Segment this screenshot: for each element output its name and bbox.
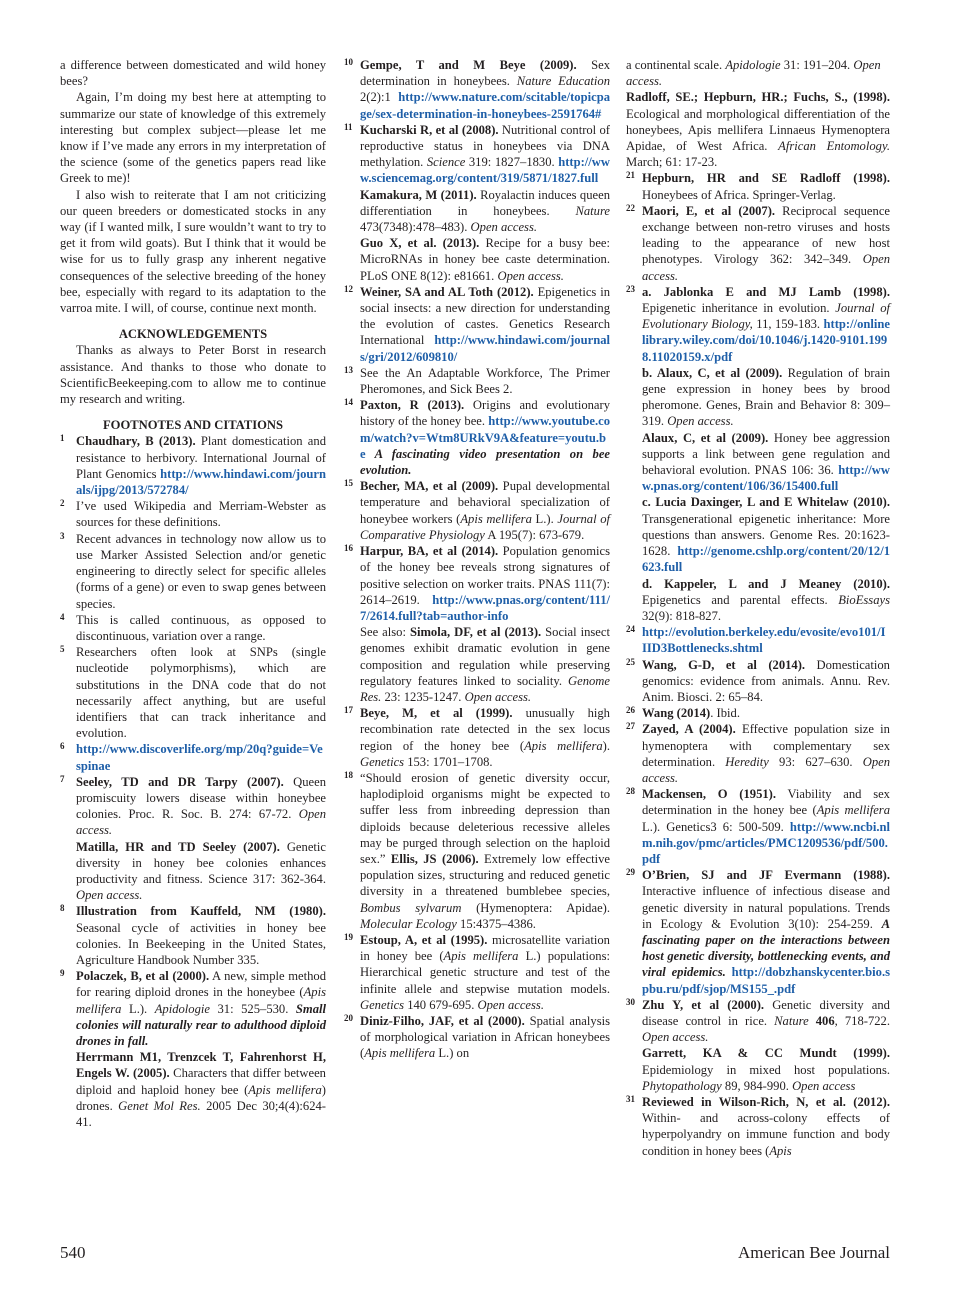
species-name: Apis mellifera: [364, 1046, 436, 1061]
footnote-number: 27: [626, 721, 635, 732]
footnote-9-cont: [60, 1049, 326, 1130]
open-access-note: Open access: [792, 1078, 856, 1093]
footnote-27: [626, 721, 890, 786]
footnote-30-cont: [626, 1045, 890, 1094]
species-name: Apis: [769, 1143, 792, 1158]
citation-text: Genetic diversity in honey bee colonies enhances productivity and fitness. Science 317: 362-364.: [76, 839, 326, 886]
emphasis-note: Small colonies will naturally rear to adulthood diploid drones in fall.: [76, 1001, 327, 1048]
footnote-23: [626, 284, 890, 365]
citation-author: Diniz-Filho, JAF, et al (2000).: [360, 1013, 525, 1028]
footnote-25: [626, 657, 890, 706]
footnote-number: 2: [60, 498, 65, 509]
footnote-22: [626, 203, 890, 284]
citation-text: 140 679-695.: [404, 997, 478, 1012]
citation-author: Zayed, A (2004).: [642, 722, 736, 737]
footnote-8: [60, 903, 326, 968]
footnote-26: [626, 705, 890, 721]
citation-link[interactable]: http://www.pnas.org/content/106/36/15400.full: [642, 463, 890, 494]
journal-name: Genetics: [360, 754, 405, 769]
footnote-16: [344, 543, 610, 624]
open-access-note: Open access.: [76, 888, 143, 903]
footnote-number: 26: [626, 705, 635, 716]
citation-author: Reviewed in Wilson-Rich, N, et al. (2012).: [642, 1095, 890, 1109]
open-access-note: Open access.: [642, 1030, 709, 1045]
footnote-number: 9: [60, 968, 65, 979]
citation-author: Gempe, T and M Beye (2009).: [360, 58, 577, 72]
citation-author: Beye, M, et al (1999).: [360, 706, 513, 721]
footnote-5: [60, 644, 326, 741]
paragraph: I also wish to reiterate that I am not criticizing our queen breeders or domesticated stocks in any way (if I wanted milk, I sure wouldn’t want to try to get it from wild goats). But I think that it would be wise for us to fully grasp any inherent negative consequences of the selective breeding of the honey bee, especially with regard to its adaptation to the varroa mite. I will, of course, continue next month.: [60, 187, 326, 316]
citation-text: Sex determination in honeybees.: [360, 58, 610, 89]
journal-name: Heredity: [725, 754, 769, 769]
citation-text: A 195(7): 673-679.: [484, 527, 585, 542]
citation-text: Seasonal cycle of activities in honey bee colonies. In Beekeeping in the United States, Agriculture Handbook Number 335.: [76, 920, 326, 967]
citation-text: 153: 1701–1708.: [404, 754, 493, 769]
citation-text: Regulation of brain gene expression in honey bees by brood pheromone. Genes, Brain and Behavior 8: 309–319.: [642, 365, 890, 429]
footnote-number: 21: [626, 170, 635, 181]
citation-author: Seeley, TD and DR Tarpy (2007).: [76, 774, 284, 789]
species-name: Apis mellifera: [248, 1082, 322, 1097]
footnote-number: 30: [626, 996, 635, 1007]
citation-link[interactable]: http://www.discoverlife.org/mp/20q?guide=Vespinae: [76, 742, 323, 773]
citation-author: Mackensen, O (1951).: [642, 787, 777, 802]
citation-text: ) drones.: [76, 1082, 326, 1113]
citation-text: Effective population size in hymenoptera with complementary sex determination.: [642, 722, 890, 769]
open-access-note: Open access.: [464, 689, 532, 704]
acknowledgements-text: Thanks as always to Peter Borst in research assistance. And thanks to those who donate to ScientificBeekeeping.com to allow me to continue my research and writing.: [60, 343, 326, 407]
footnote-21: [626, 170, 890, 202]
citation-author: Chaudhary, B (2013).: [76, 434, 196, 449]
footnote-number: 31: [626, 1094, 635, 1104]
footnote-10: [344, 57, 610, 122]
citation-author: Maori, E, et al (2007).: [642, 203, 776, 218]
footnote-12: [344, 284, 610, 365]
citation-author: Simola, DF, et al (2013).: [409, 625, 542, 640]
citation-text: 23: 1235-1247.: [381, 689, 465, 704]
species-name: Apis mellifera: [76, 985, 326, 1016]
footnote-1: [60, 433, 326, 498]
citation-link[interactable]: http://onlinelibrary.wiley.com/doi/10.1046/j.1420-9101.1998.11020159.x/pdf: [642, 317, 890, 364]
column-middle: [344, 57, 610, 1062]
journal-name: Nature: [774, 1013, 809, 1028]
journal-name: Apidologie: [154, 1001, 210, 1016]
page-number: 540: [60, 1243, 86, 1262]
journal-name: Apidologie: [725, 58, 781, 72]
citation-author: Estoup, A, et al (1995).: [360, 932, 488, 947]
citation-text: Recipe for a busy bee: MicroRNAs in honey bee caste determination. PLoS ONE 8(12): e81661.: [360, 236, 610, 283]
citation-text: Genetic diversity and disease control in rice.: [642, 997, 890, 1028]
footnote-number: 8: [60, 903, 65, 914]
footnote-23-cont: [626, 576, 890, 625]
citation-text: 32(9): 818-827.: [642, 608, 722, 623]
footnote-28: [626, 786, 890, 867]
citation-author: Wang, G-D, et al (2014).: [642, 657, 806, 672]
footnote-number: 3: [60, 530, 65, 541]
footnote-7: [60, 774, 326, 839]
footnote-24: [626, 624, 890, 656]
footnote-31: [626, 1094, 890, 1159]
journal-name: Phytopathology: [642, 1078, 722, 1093]
journal-name: Genet Mol Res.: [118, 1098, 201, 1113]
emphasis-note: A fascinating paper on the interactions between host genetic diversity, bottlenecking events, and viral epidemics.: [642, 916, 890, 980]
citation-text: Honey bee aggression supports a link between gene regulation and behavioral evolution. PNAS 106: 36.: [642, 430, 891, 478]
footnote-number: 13: [344, 364, 353, 375]
citation-text: See the An Adaptable Workforce, The Primer Pheromones, and Sick Bees 2.: [360, 365, 610, 397]
citation-text: 11, 159-183.: [752, 317, 824, 332]
citation-text: a continental scale.: [626, 58, 726, 72]
journal-name: Nature: [575, 203, 610, 218]
footnote-number: 5: [60, 644, 65, 655]
journal-name: Science: [426, 155, 466, 170]
open-access-note: Open access.: [626, 58, 881, 89]
paragraph: Again, I’m doing my best here at attempting to summarize our state of knowledge of this extremely interesting but complex subject—please let me know if I’ve made any errors in my interpretation of the science (some of the genetics papers read like Greek to me)!: [60, 90, 326, 186]
citation-text: L.).: [121, 1001, 155, 1016]
journal-name: Nature Education: [516, 74, 610, 89]
citation-text: 2005 Dec 30;4(4):624-41.: [76, 1098, 326, 1129]
citation-text: Researchers often look at SNPs (single nucleotide polymorphisms), which are substitutions in the DNA code that do not necessarily affect anything, but are useful identifiers that can track inheritance and evolution.: [76, 645, 326, 741]
citation-author: Guo X, et al. (2013).: [360, 236, 480, 251]
citation-text: 319: 1827–1830.: [465, 155, 559, 170]
journal-title: American Bee Journal: [738, 1243, 890, 1262]
species-name: Apis mellifera: [816, 803, 890, 818]
citation-author: Kamakura, M (2011).: [360, 187, 477, 202]
citation-author: b. Alaux, C, et al (2009).: [642, 365, 783, 380]
journal-name: Journal of Comparative Physiology: [360, 511, 611, 542]
footnote-number: 29: [626, 867, 635, 878]
citation-text: Viability and sex determination in the honey bee (: [642, 787, 890, 818]
column-right: [626, 57, 890, 1159]
citation-author: Harpur, BA, et al (2014).: [360, 544, 499, 559]
citation-author: Matilla, HR and TD Seeley (2007).: [76, 839, 280, 854]
citation-link[interactable]: http://www.pnas.org/content/111/7/2614.full?tab=author-info: [360, 592, 610, 623]
citation-text: Pupal developmental temperature and behavioral specialization of honeybee workers (: [360, 479, 611, 526]
footnote-9: [60, 968, 326, 1049]
volume-number: 406: [808, 1013, 835, 1028]
footnote-17: [344, 705, 610, 770]
citation-text: unusually high recombination rate detected in the sex locus region of the honey bee (: [360, 706, 610, 753]
footnote-23-cont: [626, 365, 890, 430]
citation-text: 2(2):1: [360, 90, 399, 105]
citation-author: Zhu Y, et al (2000).: [642, 997, 765, 1012]
citation-text: Extremely low effective population sizes, structuring and reduced genetic diversity in a threatened bumblebee species,: [360, 851, 610, 899]
footnote-19: [344, 932, 610, 1013]
citation-link[interactable]: http://www.hindawi.com/journals/gri/2012/609810/: [360, 333, 610, 364]
species-name: Apis mellifera: [460, 511, 532, 526]
citation-text: , 718-722.: [834, 1013, 891, 1028]
journal-name: Genetics: [360, 997, 405, 1012]
open-access-note: Open access.: [76, 807, 326, 838]
citation-text: Recent advances in technology now allow us to use Marker Assisted Selection and/or genetic engineering to directly select for specific alleles (forms of a gene) or even to swap genes between species.: [76, 531, 326, 611]
citation-text: 473(7348):478–483).: [360, 220, 471, 235]
citation-text: 31: 525–530.: [209, 1001, 296, 1016]
footnote-number: 6: [60, 741, 65, 752]
footnote-number: 7: [60, 773, 65, 784]
citation-author: Wang (2014): [642, 706, 711, 721]
citation-text: Social insect genomes exhibit dramatic evolution in gene composition and regulation while preserving regulatory features linked to sociality.: [360, 625, 610, 688]
citation-author: Kucharski R, et al (2008).: [360, 122, 499, 137]
footnote-23-cont: [626, 494, 890, 575]
species-name: Apis mellifera: [443, 949, 519, 964]
footnote-20-cont: [626, 57, 890, 89]
open-access-note: Open access.: [470, 220, 537, 235]
citation-text: Characters that differ between diploid and haploid honey bee (: [76, 1066, 326, 1097]
citation-author: Radloff, SE.; Hepburn, HR.; Fuchs, S., (1998).: [626, 90, 890, 105]
citation-text: Epidemiology in mixed host populations.: [642, 1062, 890, 1077]
species-name: Bombus sylvarum: [360, 900, 462, 915]
column-left: [60, 57, 326, 1130]
citation-text: A new, simple method for rearing diploid drones in the honeybee (: [76, 969, 326, 1000]
footnote-6: [60, 741, 326, 773]
footnote-23-cont: [626, 430, 890, 495]
citation-text: See also:: [360, 625, 410, 640]
citation-author: Ellis, JS (2006).: [390, 851, 479, 866]
citation-author: Becher, MA, et al (2009).: [360, 479, 499, 494]
citation-author: Weiner, SA and AL Toth (2012).: [360, 284, 534, 299]
journal-name: African Entomology.: [778, 139, 890, 154]
citation-author: Herrmann M1, Trenzcek T, Fahrenhorst H, Engels W. (2005).: [76, 1050, 326, 1081]
citation-author: Garrett, KA & CC Mundt (1999).: [642, 1046, 890, 1061]
citation-link[interactable]: http://www.ncbi.nlm.nih.gov/pmc/articles/PMC1209536/pdf/500.pdf: [642, 819, 890, 866]
citation-text: “Should erosion of genetic diversity occur, haplodiploid organisms might be expected to suffer less from inbreeding depression than diploids because deleterious recessive alleles may be purged through selection on the haploid sex.”: [360, 770, 610, 866]
open-access-note: Open access.: [497, 268, 564, 283]
journal-name: Journal of Evolutionary Biology,: [642, 301, 890, 332]
footnote-number: 16: [344, 543, 353, 554]
footnote-number: 24: [626, 624, 635, 635]
footnote-number: 19: [344, 931, 353, 942]
citation-text: Origins and evolutionary history of the honey bee.: [360, 398, 610, 429]
footnote-16-cont: [344, 624, 610, 705]
citation-text: Ecological and morphological differentiation of the honeybees, Apis mellifera Linnaeus Hymenoptera Apidae, of West Africa.: [626, 106, 890, 154]
footnote-number: 17: [344, 705, 353, 716]
footnote-number: 28: [626, 786, 635, 797]
citation-text: microsatellite variation in honey bee (: [360, 932, 610, 964]
citation-author: Hepburn, HR and SE Radloff (1998).: [642, 171, 890, 186]
citation-text: Interactive influence of infectious disease and genetic diversity in natural populations. Trends in Ecology & Evolution 3(10): 254-259.: [642, 884, 890, 931]
footnote-20-cont: [626, 89, 890, 170]
citation-text: Epigenetic inheritance in evolution.: [642, 301, 836, 316]
footnote-number: 1: [60, 433, 65, 444]
citation-author: a. Jablonka E and MJ Lamb (1998).: [642, 284, 890, 299]
citation-link[interactable]: http://www.hindawi.com/journals/ijpg/2013/572784/: [76, 466, 326, 498]
footnote-number: 18: [344, 769, 353, 780]
footnotes-heading: FOOTNOTES AND CITATIONS: [102, 418, 284, 433]
citation-link[interactable]: http://www.sciencemag.org/content/319/5871/1827.full: [360, 155, 610, 186]
citation-text: Royalactin induces queen differentiation in honeybees.: [360, 187, 611, 218]
footnote-14: [344, 397, 610, 478]
citation-text: (Hymenoptera: Apidae).: [461, 900, 610, 915]
citation-link[interactable]: http://genome.cshlp.org/content/20/12/1623.full: [642, 544, 890, 575]
citation-link[interactable]: http://www.youtube.com/watch?v=Wtm8URkV9A&feature=youtu.be: [360, 414, 610, 461]
journal-name: BioEssays: [838, 592, 890, 607]
citation-text: L.) on: [435, 1046, 470, 1061]
citation-author: O’Brien, SJ and JF Evermann (1988).: [642, 868, 890, 883]
footnote-3: [60, 531, 326, 612]
footnote-number: 22: [626, 202, 635, 213]
open-access-note: Open access.: [642, 754, 891, 785]
footnote-30: [626, 997, 890, 1046]
footnote-number: 15: [344, 478, 353, 489]
citation-text: Within- and across-colony effects of hyperpolyandry on immune function and body condition in honey bees (: [642, 1111, 890, 1158]
footnote-29: [626, 867, 890, 997]
citation-text: ).: [602, 738, 610, 753]
citation-text: Epigenetics and parental effects.: [642, 592, 839, 607]
footnote-4: [60, 612, 326, 644]
citation-text: Population genomics of the honey bee reveals strong signatures of positive selection on worker traits. PNAS 111(7): 2614–2619.: [360, 544, 611, 607]
footnote-7-cont: [60, 839, 326, 904]
footnote-number: 4: [60, 611, 65, 622]
citation-text: Spatial analysis of morphological variation in African honeybees (: [360, 1013, 610, 1061]
citation-text: March; 61: 17-23.: [626, 155, 718, 170]
citation-text: 89, 984-990.: [721, 1078, 793, 1093]
citation-author: c. Lucia Daxinger, L and E Whitelaw (2010).: [642, 495, 890, 510]
footnote-13: [344, 365, 610, 397]
citation-author: Illustration from Kauffeld, NM (1980).: [76, 904, 326, 919]
journal-name: Molecular Ecology: [360, 916, 457, 931]
citation-text: Queen promiscuity lowers disease within honeybee colonies. Proc. R. Soc. B. 274: 67-72.: [76, 774, 326, 822]
citation-author: Alaux, C, et al (2009).: [642, 430, 769, 445]
species-name: Apis mellifera: [524, 738, 603, 753]
citation-link[interactable]: http://www.nature.com/scitable/topicpage/sex-determination-in-honeybees-2591764#: [360, 90, 610, 121]
footnote-number: 12: [344, 283, 353, 294]
emphasis-note: A fascinating video presentation on bee evolution.: [360, 446, 610, 478]
citation-text: 31: 191–204.: [780, 58, 854, 72]
citation-text: Plant domestication and resistance to herbivory. International Journal of Plant Genomics: [76, 434, 326, 481]
citation-link[interactable]: http://evolution.berkeley.edu/evosite/evo101/IIID3Bottlenecks.shtml: [642, 625, 886, 656]
citation-text: Nutritional control of reproductive status in honeybees via DNA methylation.: [360, 122, 611, 170]
citation-text: . Ibid.: [710, 706, 740, 721]
footnote-15: [344, 478, 610, 543]
footnote-number: 25: [626, 656, 635, 667]
footnote-18: [344, 770, 610, 932]
footnote-number: 23: [626, 283, 635, 294]
citation-text: L.) populations: Hierarchical genetic structure and test of the infinite allele and stepwise mutation models.: [360, 949, 610, 996]
open-access-note: Open access.: [642, 252, 890, 283]
open-access-note: Open access.: [667, 414, 734, 429]
citation-text: Reciprocal sequence exchange between non-retro viruses and hosts leading to the appearance of new host phenotypes. Virology 362: 342–349.: [642, 203, 890, 267]
citation-text: I’ve used Wikipedia and Merriam-Webster as sources for these definitions.: [76, 499, 326, 530]
footnote-11: [344, 122, 610, 187]
open-access-note: Open access.: [477, 997, 544, 1012]
citation-author: Polaczek, B, et al (2000).: [76, 969, 210, 984]
footnote-number: 20: [344, 1012, 353, 1023]
footnote-11-cont: [344, 187, 610, 236]
acknowledgements-heading: ACKNOWLEDGEMENTS: [118, 327, 268, 342]
citation-text: Domestication genomics: evidence from animals. Annu. Rev. Anim. Biosci. 2: 65–84.: [642, 657, 890, 704]
citation-text: L.). Genetics3 6: 500-509.: [642, 819, 790, 834]
citation-text: Honeybees of Africa. Springer-Verlag.: [642, 187, 836, 202]
footnote-number: 14: [344, 397, 353, 408]
citation-link[interactable]: http://dobzhanskycenter.bio.spbu.ru/pdf/sjop/MS155_.pdf: [642, 965, 890, 996]
citation-author: d. Kappeler, L and J Meaney (2010).: [642, 576, 890, 591]
citation-author: Paxton, R (2013).: [360, 398, 465, 413]
footnote-11-cont: [344, 235, 610, 284]
citation-text: Transgenerational epigenetic inheritance: More questions than answers. Genome Res. 20:1623-1628.: [642, 511, 890, 559]
citation-text: 15:4375–4386.: [456, 916, 536, 931]
citation-text: This is called continuous, as opposed to discontinuous, variation over a range.: [76, 612, 326, 643]
footnote-2: [60, 498, 326, 530]
footnote-number: 11: [344, 121, 353, 132]
footnote-number: 10: [344, 57, 353, 67]
citation-text: 93: 627–630.: [768, 754, 863, 769]
citation-text: L.).: [531, 511, 558, 526]
citation-text: Epigenetics in social insects: a new direction for understanding the evolution of castes. Genetics Research International: [360, 284, 611, 348]
paragraph: a difference between domesticated and wild honey bees?: [60, 58, 326, 89]
journal-name: Genome Res.: [360, 673, 610, 704]
footnote-20: [344, 1013, 610, 1062]
